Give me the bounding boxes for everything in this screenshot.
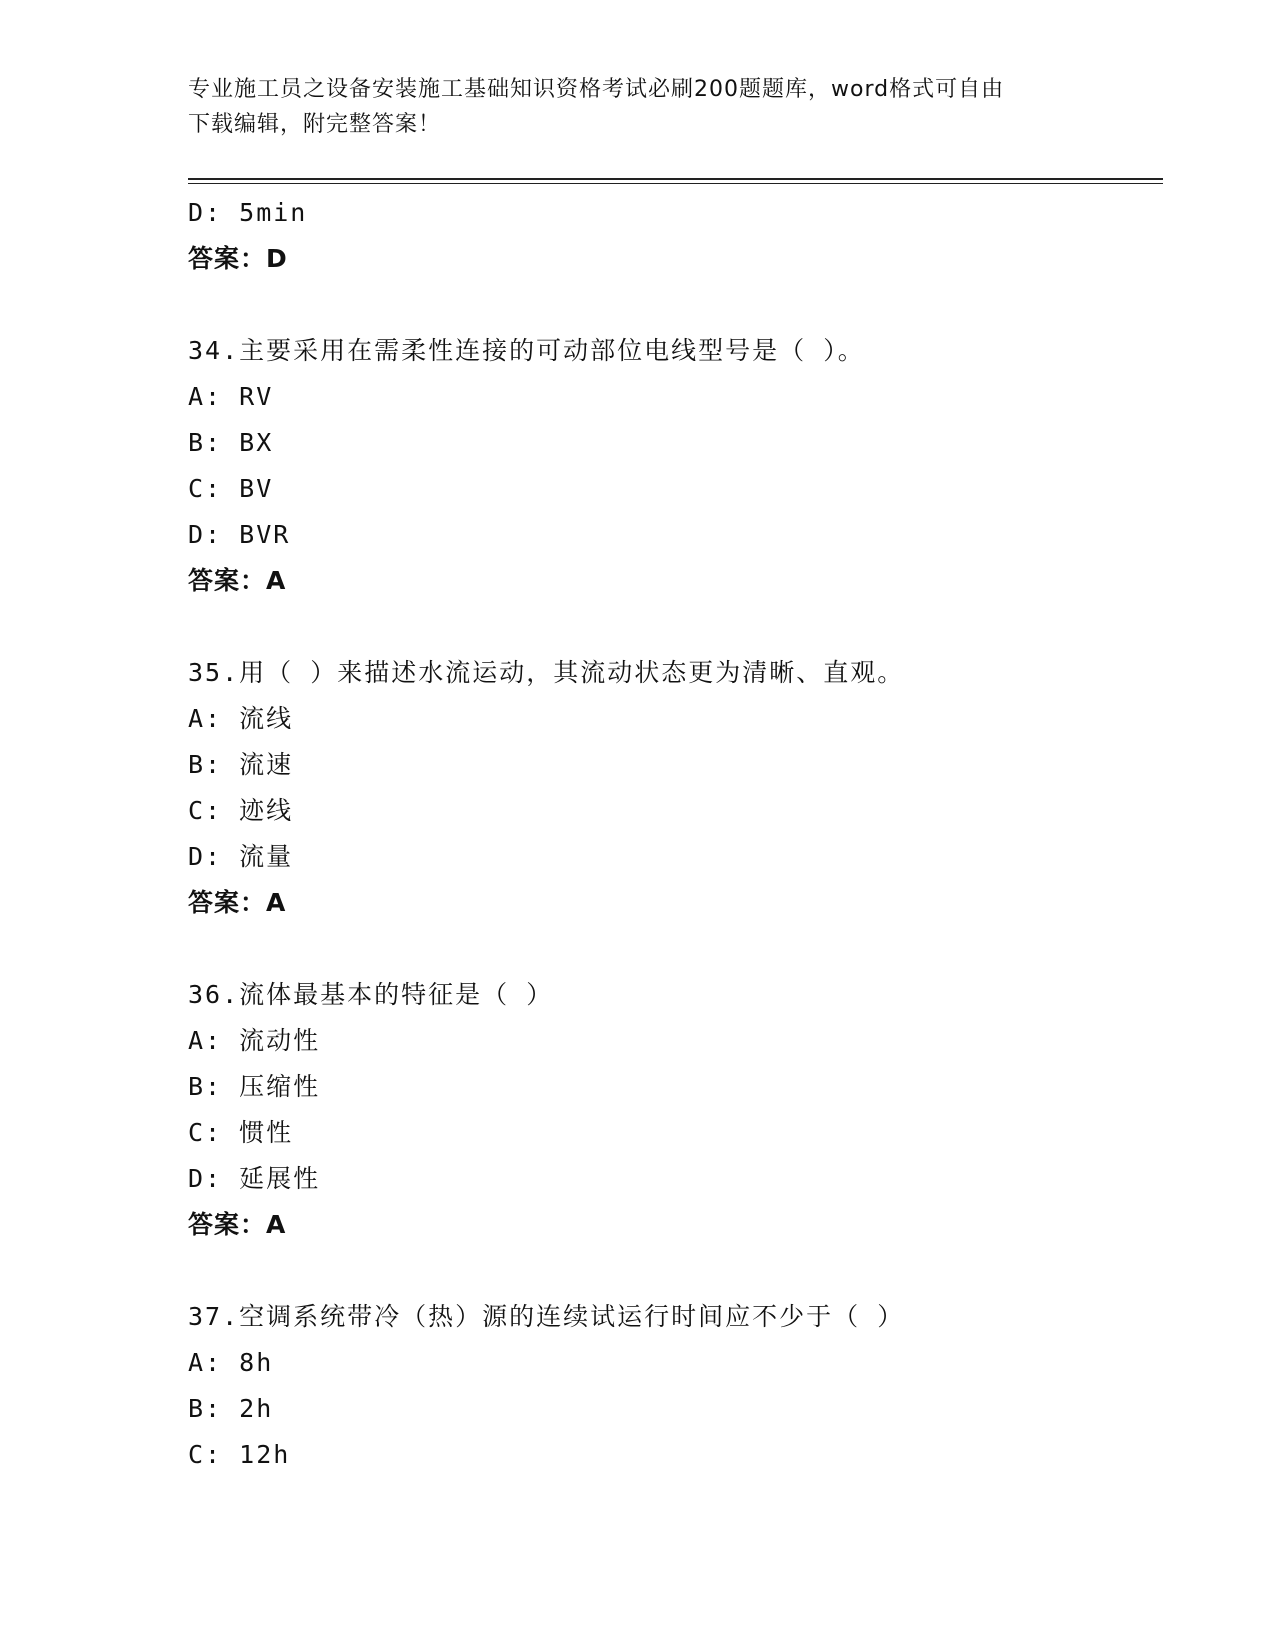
spacer — [188, 1248, 1163, 1294]
header-rule-thin — [188, 183, 1163, 184]
option-c: C: 迹线 — [188, 796, 294, 825]
question-title: 37.空调系统带冷（热）源的连续试运行时间应不少于（ ） — [188, 1302, 905, 1331]
question-34 — [188, 328, 1163, 604]
option-b: B: 2h — [188, 1394, 274, 1423]
question-37 — [188, 1294, 1163, 1478]
option-a: A: RV — [188, 382, 274, 411]
option-c: C: 惯性 — [188, 1118, 294, 1147]
header-rule-thick — [188, 178, 1163, 180]
option-c: C: BV — [188, 474, 274, 503]
prev-answer: 答案：D — [188, 244, 288, 273]
spacer — [188, 282, 1163, 328]
option-c: C: 12h — [188, 1440, 291, 1469]
option-a: A: 8h — [188, 1348, 274, 1377]
option-d: D: 延展性 — [188, 1164, 321, 1193]
option-a: A: 流线 — [188, 704, 294, 733]
question-36 — [188, 972, 1163, 1248]
option-b: B: 压缩性 — [188, 1072, 321, 1101]
answer: 答案：A — [188, 1210, 287, 1239]
answer: 答案：A — [188, 888, 287, 917]
option-b: B: 流速 — [188, 750, 294, 779]
question-title: 35.用（ ）来描述水流运动，其流动状态更为清晰、直观。 — [188, 658, 905, 687]
document-header — [188, 72, 1088, 142]
spacer — [188, 604, 1163, 650]
option-a: A: 流动性 — [188, 1026, 321, 1055]
option-b: B: BX — [188, 428, 274, 457]
answer: 答案：A — [188, 566, 287, 595]
question-list — [188, 190, 1163, 1478]
question-title: 34.主要采用在需柔性连接的可动部位电线型号是（ ）。 — [188, 336, 865, 365]
spacer — [188, 926, 1163, 972]
question-title: 36.流体最基本的特征是（ ） — [188, 980, 554, 1009]
option-d: D: 流量 — [188, 842, 294, 871]
header-line-2: 下载编辑，附完整答案！ — [188, 112, 442, 137]
option-d: D: BVR — [188, 520, 291, 549]
header-line-1: 专业施工员之设备安装施工基础知识资格考试必刷200题题库，word格式可自由 — [188, 77, 1005, 102]
prev-option-d: D: 5min — [188, 198, 308, 227]
question-35 — [188, 650, 1163, 926]
